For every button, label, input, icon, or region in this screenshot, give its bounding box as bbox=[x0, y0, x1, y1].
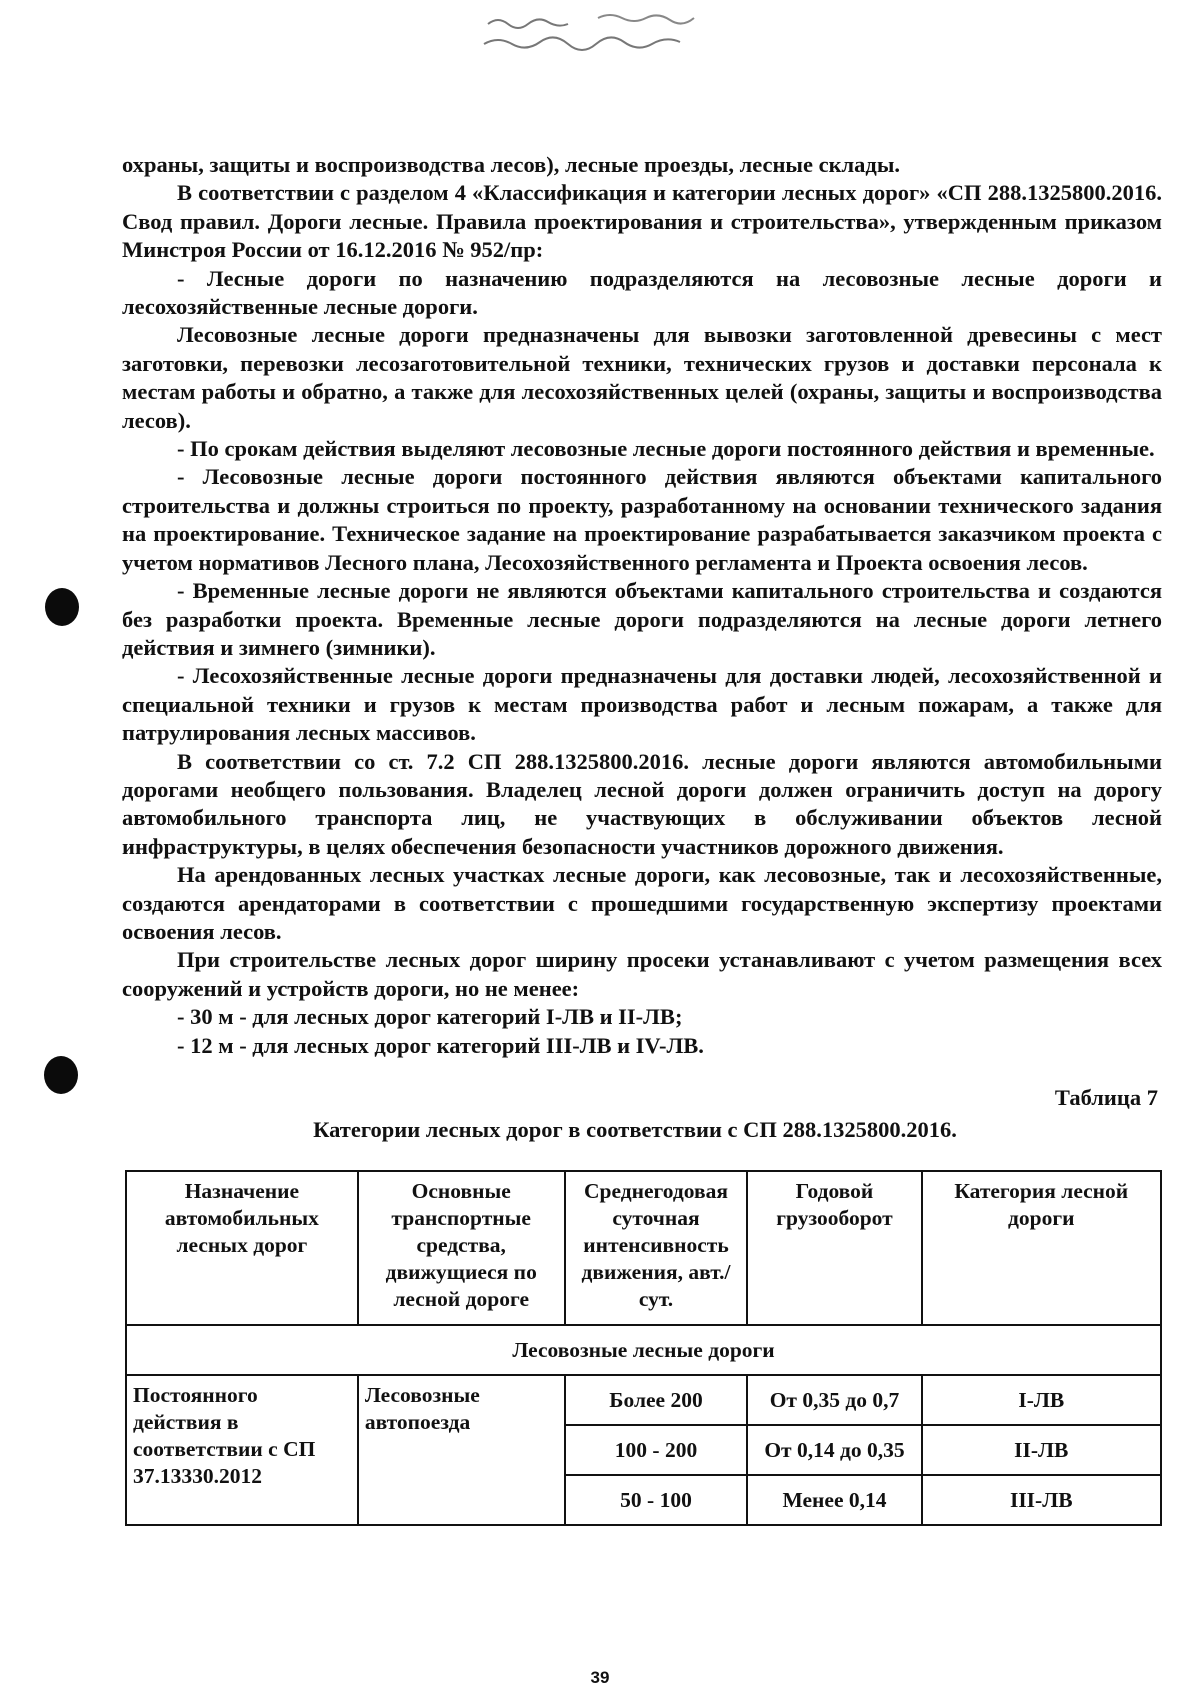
page-number: 39 bbox=[590, 1668, 610, 1687]
turnover-cell: От 0,14 до 0,35 bbox=[747, 1425, 921, 1475]
intensity-cell: Более 200 bbox=[565, 1375, 748, 1425]
column-header: Категория лесной дороги bbox=[922, 1171, 1161, 1325]
turnover-cell: Менее 0,14 bbox=[747, 1475, 921, 1525]
main-text bbox=[122, 151, 1162, 1060]
column-header: Назначение автомобильных лесных дорог bbox=[126, 1171, 358, 1325]
table-header-row bbox=[126, 1171, 1161, 1325]
paragraph: При строительстве лесных дорог ширину просеки устанавливают с учетом размещения всех сооружений и устройств дороги, но не менее: bbox=[122, 947, 1162, 1001]
paragraph: охраны, защиты и воспроизводства лесов), лесные проезды, лесные склады. bbox=[122, 152, 901, 177]
section-label: Лесовозные лесные дороги bbox=[126, 1325, 1161, 1375]
paragraph: - Лесовозные лесные дороги постоянного действия являются объектами капитального строительства и должны строиться по проекту, разработанному на основании технического задания на проектирование. Техническое задание на проектирование разрабатывается заказчиком проекта с учетом нормативов Лесного плана, Лесохозяйственного регламента и Проекта освоения лесов. bbox=[122, 464, 1162, 575]
column-header: Основные транспортные средства, движущиеся по лесной дороге bbox=[358, 1171, 565, 1325]
paragraph: - По срокам действия выделяют лесовозные лесные дороги постоянного действия и временные. bbox=[177, 436, 1155, 462]
column-header: Среднегодовая суточная интенсивность движения, авт./сут. bbox=[565, 1171, 748, 1325]
paragraph: На арендованных лесных участках лесные дороги, как лесовозные, так и лесохозяйственные, создаются арендаторами в соответствии с прошедшими государственную экспертизу проектами освоения лесов. bbox=[122, 862, 1162, 944]
vehicles-cell: Лесовозные автопоезда bbox=[358, 1375, 565, 1525]
category-cell: II-ЛВ bbox=[922, 1425, 1161, 1475]
table-section-row bbox=[126, 1325, 1161, 1375]
list-item: - 30 м - для лесных дорог категорий I-ЛВ и II-ЛВ; bbox=[177, 1004, 683, 1030]
turnover-cell: От 0,35 до 0,7 bbox=[747, 1375, 921, 1425]
table-row bbox=[126, 1375, 1161, 1425]
road-categories-table bbox=[125, 1170, 1162, 1526]
stamp-smudge-mark bbox=[478, 4, 758, 56]
column-header: Годовой грузооборот bbox=[747, 1171, 921, 1325]
table-number: Таблица 7 bbox=[1054, 1085, 1158, 1110]
category-cell: I-ЛВ bbox=[922, 1375, 1161, 1425]
paragraph: - Временные лесные дороги не являются объектами капитального строительства и создаются без разработки проекта. Временные лесные дороги подразделяются на лесные дороги летнего действия и зимнего (зимники). bbox=[122, 578, 1162, 660]
table-title: Категории лесных дорог в соответствии с СП 288.1325800.2016. bbox=[313, 1117, 957, 1142]
paragraph: - Лесные дороги по назначению подразделяются на лесовозные лесные дороги и лесохозяйственные лесные дороги. bbox=[122, 265, 1162, 320]
paragraph: В соответствии с разделом 4 «Классификация и категории лесных дорог» «СП 288.1325800.2016. Свод правил. Дороги лесные. Правила проектирования и строительства», утвержденным приказом Минстроя России от 16.12.2016 № 952/пр: bbox=[122, 180, 1162, 263]
purpose-cell: Постоянного действия в соответствии с СП 37.13330.2012 bbox=[126, 1375, 358, 1525]
punch-hole-icon bbox=[45, 588, 79, 626]
paragraph: Лесовозные лесные дороги предназначены для вывозки заготовленной древесины с мест заготовки, перевозки лесозаготовительной техники, технических грузов и доставки персонала к местам работы и обратно, а также для лесохозяйственных целей (охраны, защиты и воспроизводства лесов). bbox=[122, 322, 1162, 433]
list-item: - 12 м - для лесных дорог категорий III-ЛВ и IV-ЛВ. bbox=[177, 1032, 704, 1058]
intensity-cell: 50 - 100 bbox=[565, 1475, 748, 1525]
category-cell: III-ЛВ bbox=[922, 1475, 1161, 1525]
punch-hole-icon bbox=[44, 1056, 78, 1094]
paragraph: - Лесохозяйственные лесные дороги предназначены для доставки людей, лесохозяйственной и специальной техники и грузов к местам производства работ и лесным пожарам, а также для патрулирования лесных массивов. bbox=[122, 663, 1162, 746]
paragraph: В соответствии со ст. 7.2 СП 288.1325800.2016. лесные дороги являются автомобильными дорогами необщего пользования. Владелец лесной дороги должен ограничить доступ на дорогу автомобильного транспорта лиц, не участвующих в обслуживании объектов лесной инфраструктуры, в целях обеспечения безопасности участников дорожного движения. bbox=[122, 748, 1162, 859]
intensity-cell: 100 - 200 bbox=[565, 1425, 748, 1475]
